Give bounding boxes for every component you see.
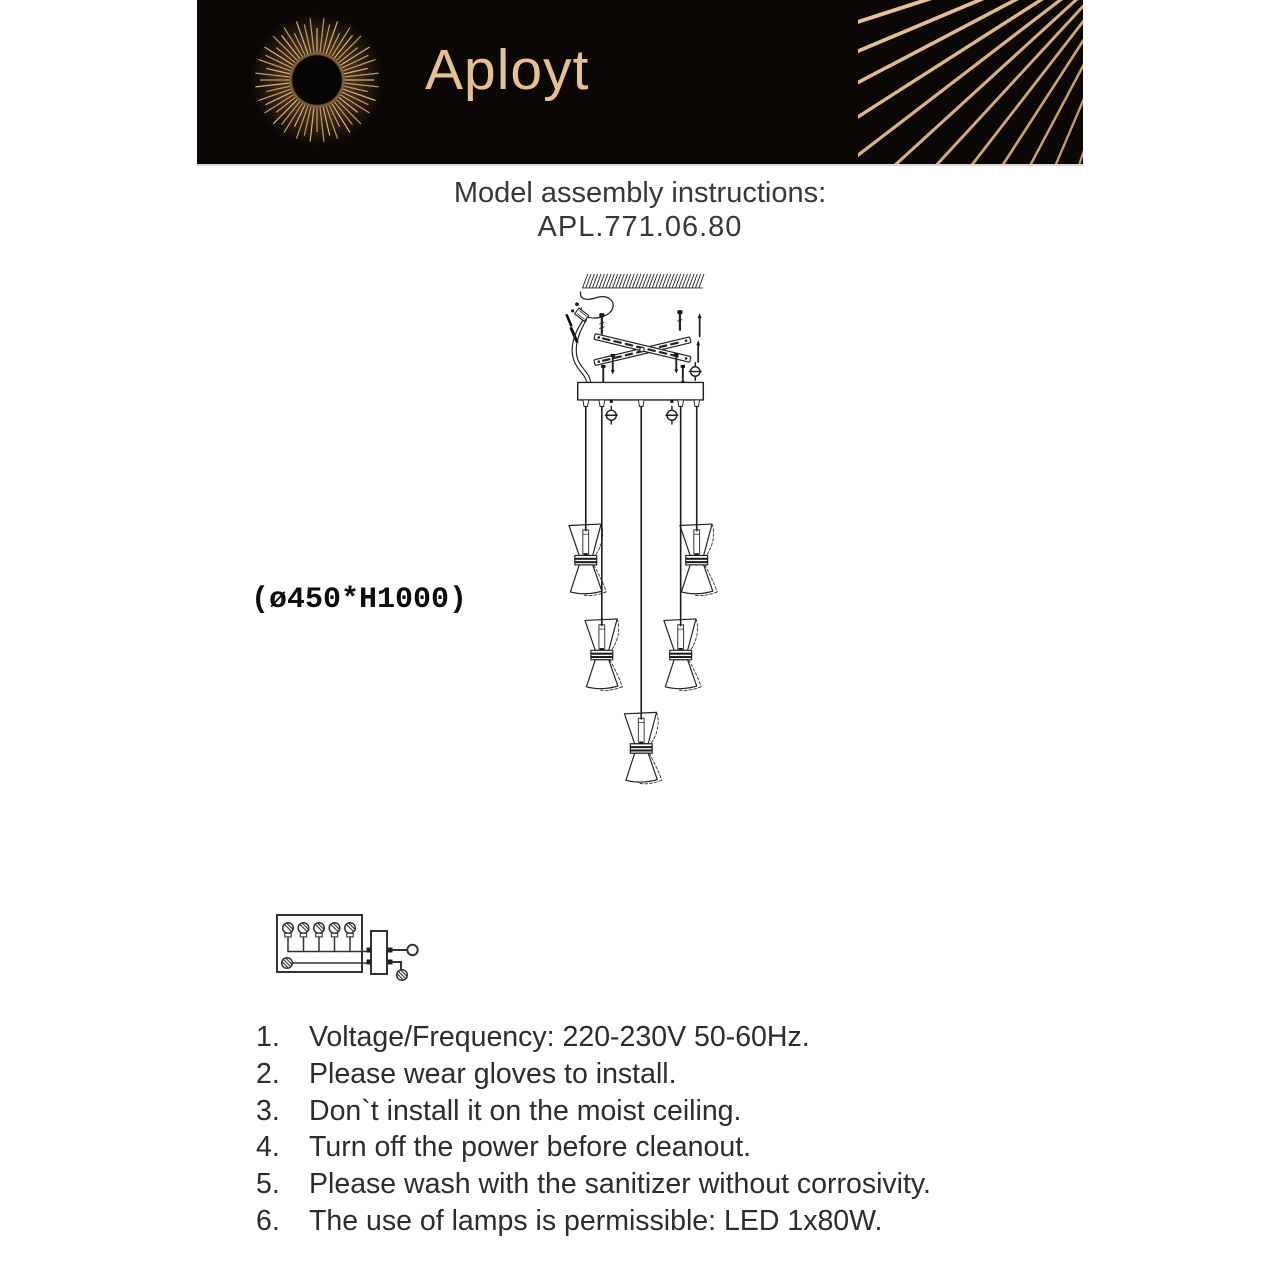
- brand-banner: [197, 0, 1083, 166]
- title-block: [0, 176, 1280, 244]
- item-text: Turn off the power before cleanout.: [309, 1131, 752, 1164]
- item-number: 1.: [256, 1021, 280, 1053]
- list-item: [256, 1093, 1096, 1130]
- list-item: [256, 1019, 1096, 1056]
- wiring-diagram: [265, 905, 430, 995]
- list-item: [256, 1129, 1096, 1166]
- page-title: Model assembly instructions:: [453, 177, 827, 209]
- list-item: [256, 1203, 1096, 1240]
- item-text: Don`t install it on the moist ceiling.: [309, 1094, 742, 1127]
- list-item: [256, 1166, 1096, 1203]
- list-item: [256, 1056, 1096, 1093]
- pendant-shade: [585, 619, 622, 690]
- lamp-terminal: [407, 945, 417, 955]
- ceiling-hatch-icon: [583, 274, 704, 287]
- assembly-diagram: [500, 270, 800, 1000]
- item-number: 4.: [256, 1131, 280, 1164]
- item-text: Please wash with the sanitizer without corrosivity.: [309, 1168, 931, 1201]
- canopy-bar: [578, 382, 704, 406]
- item-number: 6.: [256, 1204, 280, 1237]
- ground-terminal: [282, 958, 293, 969]
- starburst-logo-icon: [237, 0, 397, 160]
- ground-terminal-2: [397, 970, 408, 981]
- model-number: APL.771.06.80: [537, 211, 743, 243]
- item-text: The use of lamps is permissible: LED 1x80W.: [309, 1204, 883, 1237]
- dimension-label: (ø450*H1000): [251, 583, 468, 617]
- terminal-screws: [283, 923, 371, 952]
- brand-wordmark: Aployt: [425, 38, 590, 102]
- connector-block: [367, 931, 393, 974]
- item-text: Please wear gloves to install.: [309, 1057, 677, 1090]
- instructions-list: [256, 1019, 1096, 1240]
- rays-decoration-icon: [858, 0, 1083, 164]
- item-number: 5.: [256, 1168, 280, 1201]
- item-text: Voltage/Frequency: 220-230V 50-60Hz.: [309, 1021, 810, 1053]
- pendant-shade: [680, 524, 717, 595]
- item-number: 3.: [256, 1094, 280, 1127]
- pendant-shade: [569, 524, 606, 595]
- item-number: 2.: [256, 1057, 280, 1090]
- pendant-shade: [664, 619, 701, 690]
- pendant-shade: [624, 712, 661, 783]
